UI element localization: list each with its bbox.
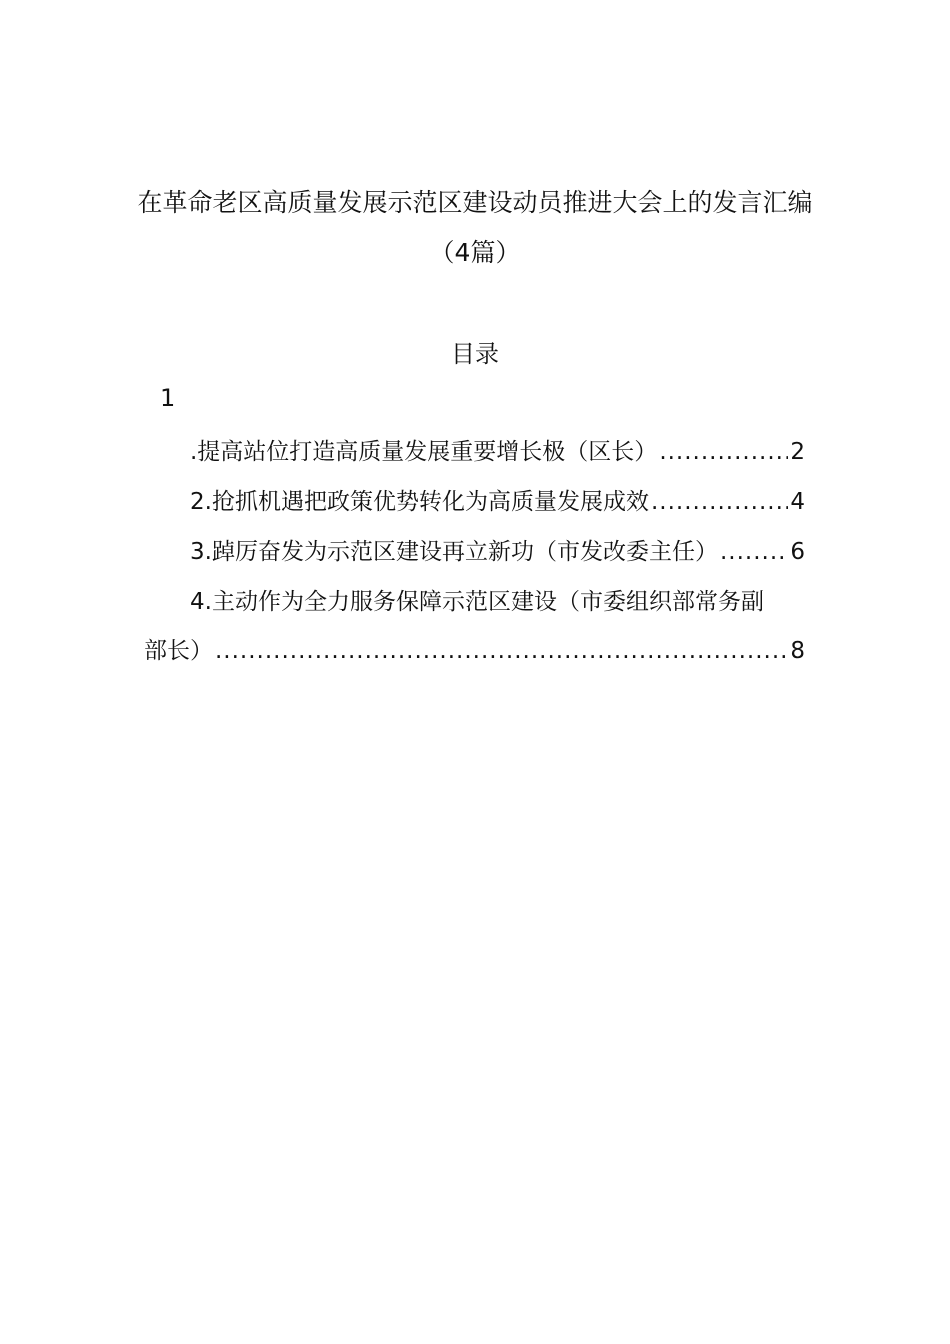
- toc-leader-dots: [215, 638, 788, 664]
- toc-leader-dots: [720, 539, 788, 565]
- toc-entry-page: 2: [790, 439, 805, 465]
- toc-entry[interactable]: [190, 433, 805, 466]
- toc-entry[interactable]: [190, 533, 805, 566]
- toc-entry-page: 4: [790, 489, 805, 515]
- document-subtitle: （4篇）: [429, 238, 521, 267]
- toc-leader-dots: [651, 489, 788, 515]
- toc-entry[interactable]: [190, 583, 805, 616]
- toc-entry-label: 2.抢抓机遇把政策优势转化为高质量发展成效: [190, 489, 649, 515]
- toc-entry-label: 3.踔厉奋发为示范区建设再立新功（市发改委主任）: [190, 539, 718, 565]
- toc-entry[interactable]: [190, 483, 805, 516]
- toc-entry-label-line-2: 部长）: [144, 638, 213, 664]
- toc-entry-continuation[interactable]: [144, 632, 805, 665]
- toc-heading: 目录: [451, 340, 499, 368]
- toc-entry-page: 6: [790, 539, 805, 565]
- document-title: 在革命老区高质量发展示范区建设动员推进大会上的发言汇编: [137, 188, 813, 217]
- toc-entry-label-line-1: 4.主动作为全力服务保障示范区建设（市委组织部常务副: [190, 589, 764, 615]
- toc-entry-label: .提高站位打造高质量发展重要增长极（区长）: [190, 439, 658, 465]
- toc-leading-number: 1: [160, 384, 176, 412]
- toc-leader-dots: [659, 439, 788, 465]
- toc-entry-page: 8: [790, 638, 805, 664]
